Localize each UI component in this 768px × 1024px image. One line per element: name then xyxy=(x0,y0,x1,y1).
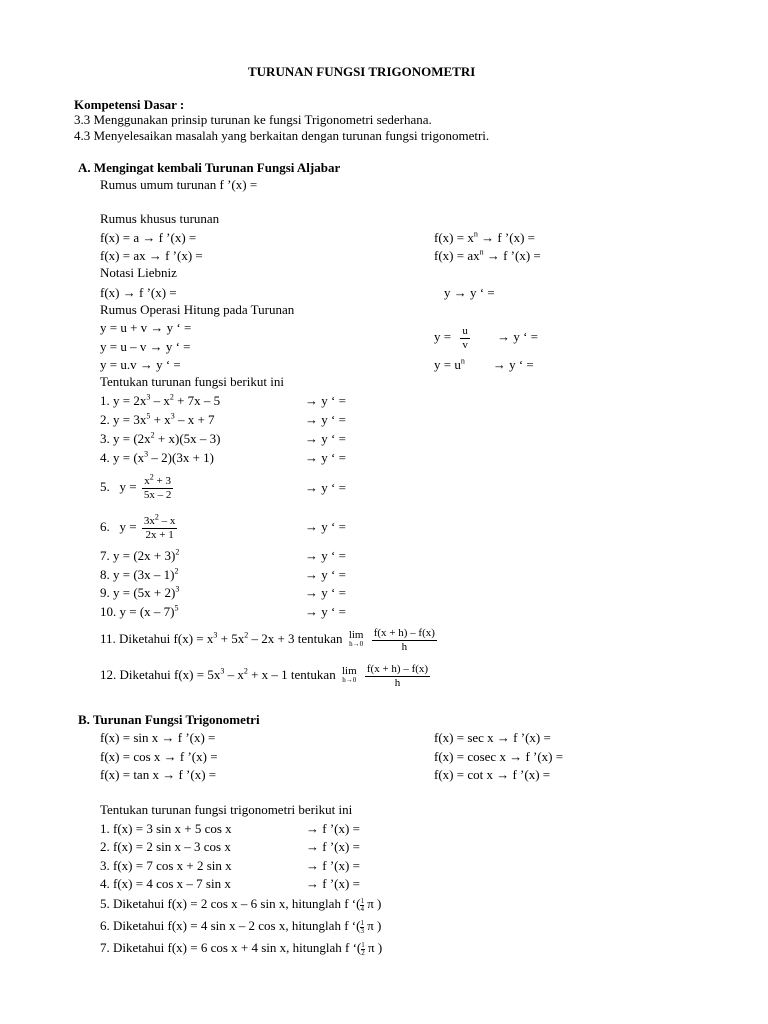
section-b-heading: B. Turunan Fungsi Trigonometri xyxy=(78,712,260,727)
trig-rule: f(x) = cot x → f ’(x) = xyxy=(434,767,551,782)
trig-exercise-item: 4. f(x) = 4 cos x – 7 sin x xyxy=(100,876,231,891)
exercise-item: 1. $y = 2x^3 - x^2 + 7x - 5$ xyxy=(100,392,221,408)
leibniz-right: y → y ‘ = xyxy=(444,285,495,300)
answer-arrow: → y ‘ = xyxy=(305,567,346,582)
trig-rule: f(x) = cosec x → f ’(x) = xyxy=(434,749,564,764)
special-rule: $f(x) = ax^n \to f$ ’(x) = xyxy=(434,247,541,263)
trig-rule: f(x) = tan x → f ’(x) = xyxy=(100,767,217,782)
kd-heading: Kompetensi Dasar : xyxy=(74,97,185,112)
exercise-item: 4. $y = (x^3 - 2)(3x + 1)$ xyxy=(100,449,214,465)
trig-exercise-item: 3. f(x) = 7 cos x + 2 sin x xyxy=(100,858,232,873)
exercise-item: 3. $y = (2x^2 + x)(5x - 3)$ xyxy=(100,430,221,446)
answer-arrow: → f ’(x) = xyxy=(306,858,360,873)
exercise-item: 8. y = (3x – 1)$^2$ xyxy=(100,566,179,582)
answer-arrow: → y ‘ = xyxy=(305,585,346,600)
trig-exercise-heading: Tentukan turunan fungsi trigonometri berikut ini xyxy=(100,802,353,817)
ops-heading: Rumus Operasi Hitung pada Turunan xyxy=(100,302,295,317)
exercise-item: 2. $y = 3x^5 + x^3 - x + 7$ xyxy=(100,411,215,427)
leibniz-heading: Notasi Liebniz xyxy=(100,265,177,280)
ops-quotient-rule: y = $\frac{u}{v}$ → y ‘ = xyxy=(434,324,539,351)
trig-given-item: 5. Diketahui f(x) = 2 cos x – 6 sin x, hitunglah f ‘( $\frac{1}{4}$ π ) xyxy=(100,896,382,913)
trig-rule: f(x) = sec x → f ’(x) = xyxy=(434,730,551,745)
limit-exercise: 11. Diketahui $f(x) = x^3 + 5x^2 - 2x + 3$ tentukan lim h→0 $\frac{f(x + h) - f(x)}{h}$ xyxy=(100,626,435,653)
ops-rule: y = u + v → y ‘ = xyxy=(100,320,192,335)
answer-arrow: → y ‘ = xyxy=(305,548,346,563)
general-formula: Rumus umum turunan f ’(x) = xyxy=(100,177,258,192)
answer-arrow: → f ’(x) = xyxy=(306,821,360,836)
trig-given-item: 6. Diketahui f(x) = 4 sin x – 2 cos x, hitunglah f ‘( $\frac{1}{3}$ π ) xyxy=(100,918,382,935)
trig-exercise-item: 2. f(x) = 2 sin x – 3 cos x xyxy=(100,839,231,854)
answer-arrow: → f ’(x) = xyxy=(306,839,360,854)
ops-rule: y = u – v → y ‘ = xyxy=(100,339,191,354)
trig-exercise-item: 1. f(x) = 3 sin x + 5 cos x xyxy=(100,821,232,836)
trig-given-item: 7. Diketahui f(x) = 6 cos x + 4 sin x, hitunglah f ‘( $\frac{1}{2}$ π ) xyxy=(100,940,383,957)
special-heading: Rumus khusus turunan xyxy=(100,211,220,226)
special-rule: f(x) = a → f ’(x) = xyxy=(100,230,197,245)
answer-arrow: → y ‘ = xyxy=(305,393,346,408)
exercise-item: 7. $y = (2x + 3)^2$ xyxy=(100,547,180,563)
exercise-item: 6. y = $\frac{3x^2 - x}{2x + 1}$ xyxy=(100,511,176,541)
ops-rule: y = u.v → y ‘ = xyxy=(100,357,181,372)
trig-rule: f(x) = sin x → f ’(x) = xyxy=(100,730,216,745)
special-rule: $f(x) = x^n \to f$ ’(x) = xyxy=(434,229,535,245)
page-title: TURUNAN FUNGSI TRIGONOMETRI xyxy=(248,64,476,79)
answer-arrow: → y ‘ = xyxy=(305,450,346,465)
answer-arrow: → y ‘ = xyxy=(305,480,346,495)
kd-item: 4.3 Menyelesaikan masalah yang berkaitan dengan turunan fungsi trigonometri. xyxy=(74,128,490,143)
answer-arrow: → y ‘ = xyxy=(305,519,346,534)
answer-arrow: → y ‘ = xyxy=(305,431,346,446)
special-rule: f(x) = ax → f ’(x) = xyxy=(100,248,203,263)
exercise-item: 9. $y = (5x + 2)^3$ xyxy=(100,584,180,600)
exercise-heading: Tentukan turunan fungsi berikut ini xyxy=(100,374,284,389)
ops-power-rule: $y = u^n \to y$ ‘ = xyxy=(434,356,534,372)
answer-arrow: → y ‘ = xyxy=(305,412,346,427)
trig-rule: f(x) = cos x → f ’(x) = xyxy=(100,749,218,764)
exercise-item: 5. y = $\frac{x^2 + 3}{5x - 2}$ xyxy=(100,471,172,501)
limit-exercise: 12. Diketahui $f(x) = 5x^3 - x^2 + x - 1$ tentukan lim h→0 $\frac{f(x + h) - f(x)}{h}$ xyxy=(100,662,429,689)
answer-arrow: → y ‘ = xyxy=(305,604,346,619)
answer-arrow: → f ’(x) = xyxy=(306,876,360,891)
leibniz-left: f(x) → f ’(x) = xyxy=(100,285,177,300)
exercise-item: 10. y = (x – 7)$^5$ xyxy=(100,603,179,619)
kd-item: 3.3 Menggunakan prinsip turunan ke fungsi Trigonometri sederhana. xyxy=(74,112,432,127)
section-a-heading: A. Mengingat kembali Turunan Fungsi Aljabar xyxy=(78,160,341,175)
